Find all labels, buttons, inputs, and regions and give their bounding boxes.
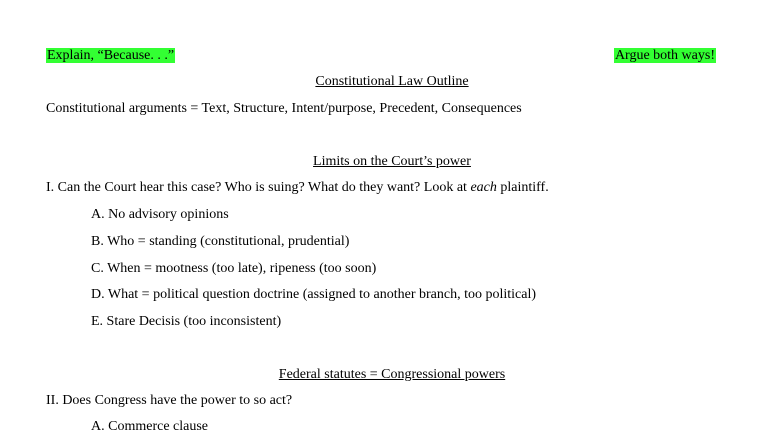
outline-item-political-question: D. What = political question doctrine (assigned to another branch, too political) xyxy=(91,287,537,302)
question-suffix: plaintiff. xyxy=(496,180,549,195)
document-title: Constitutional Law Outline xyxy=(315,74,469,89)
argue-both-ways-note xyxy=(614,47,716,65)
highlight-explain: Explain, “Because. . .” xyxy=(47,48,175,63)
section-question-court xyxy=(46,179,549,197)
outline-item-stare-decisis: E. Stare Decisis (too inconsistent) xyxy=(91,314,282,329)
highlight-argue: Argue both ways! xyxy=(614,48,715,63)
explain-because-note xyxy=(46,47,175,65)
section-heading-court-limits: Limits on the Court’s power xyxy=(313,154,471,169)
outline-item-standing: B. Who = standing (constitutional, prudential) xyxy=(91,234,350,249)
constitutional-arguments-line: Constitutional arguments = Text, Structure, Intent/purpose, Precedent, Consequences xyxy=(46,101,522,116)
section-heading-federal-statutes: Federal statutes = Congressional powers xyxy=(278,367,506,382)
section-question-congress: II. Does Congress have the power to so act? xyxy=(46,393,293,408)
question-emphasis: each xyxy=(470,180,497,195)
outline-item-mootness: C. When = mootness (too late), ripeness (too soon) xyxy=(91,261,377,276)
outline-item-advisory: A. No advisory opinions xyxy=(91,207,229,222)
question-prefix: I. Can the Court hear this case? Who is suing? What do they want? Look at xyxy=(46,180,471,195)
outline-item-commerce-clause: A. Commerce clause xyxy=(91,419,209,434)
